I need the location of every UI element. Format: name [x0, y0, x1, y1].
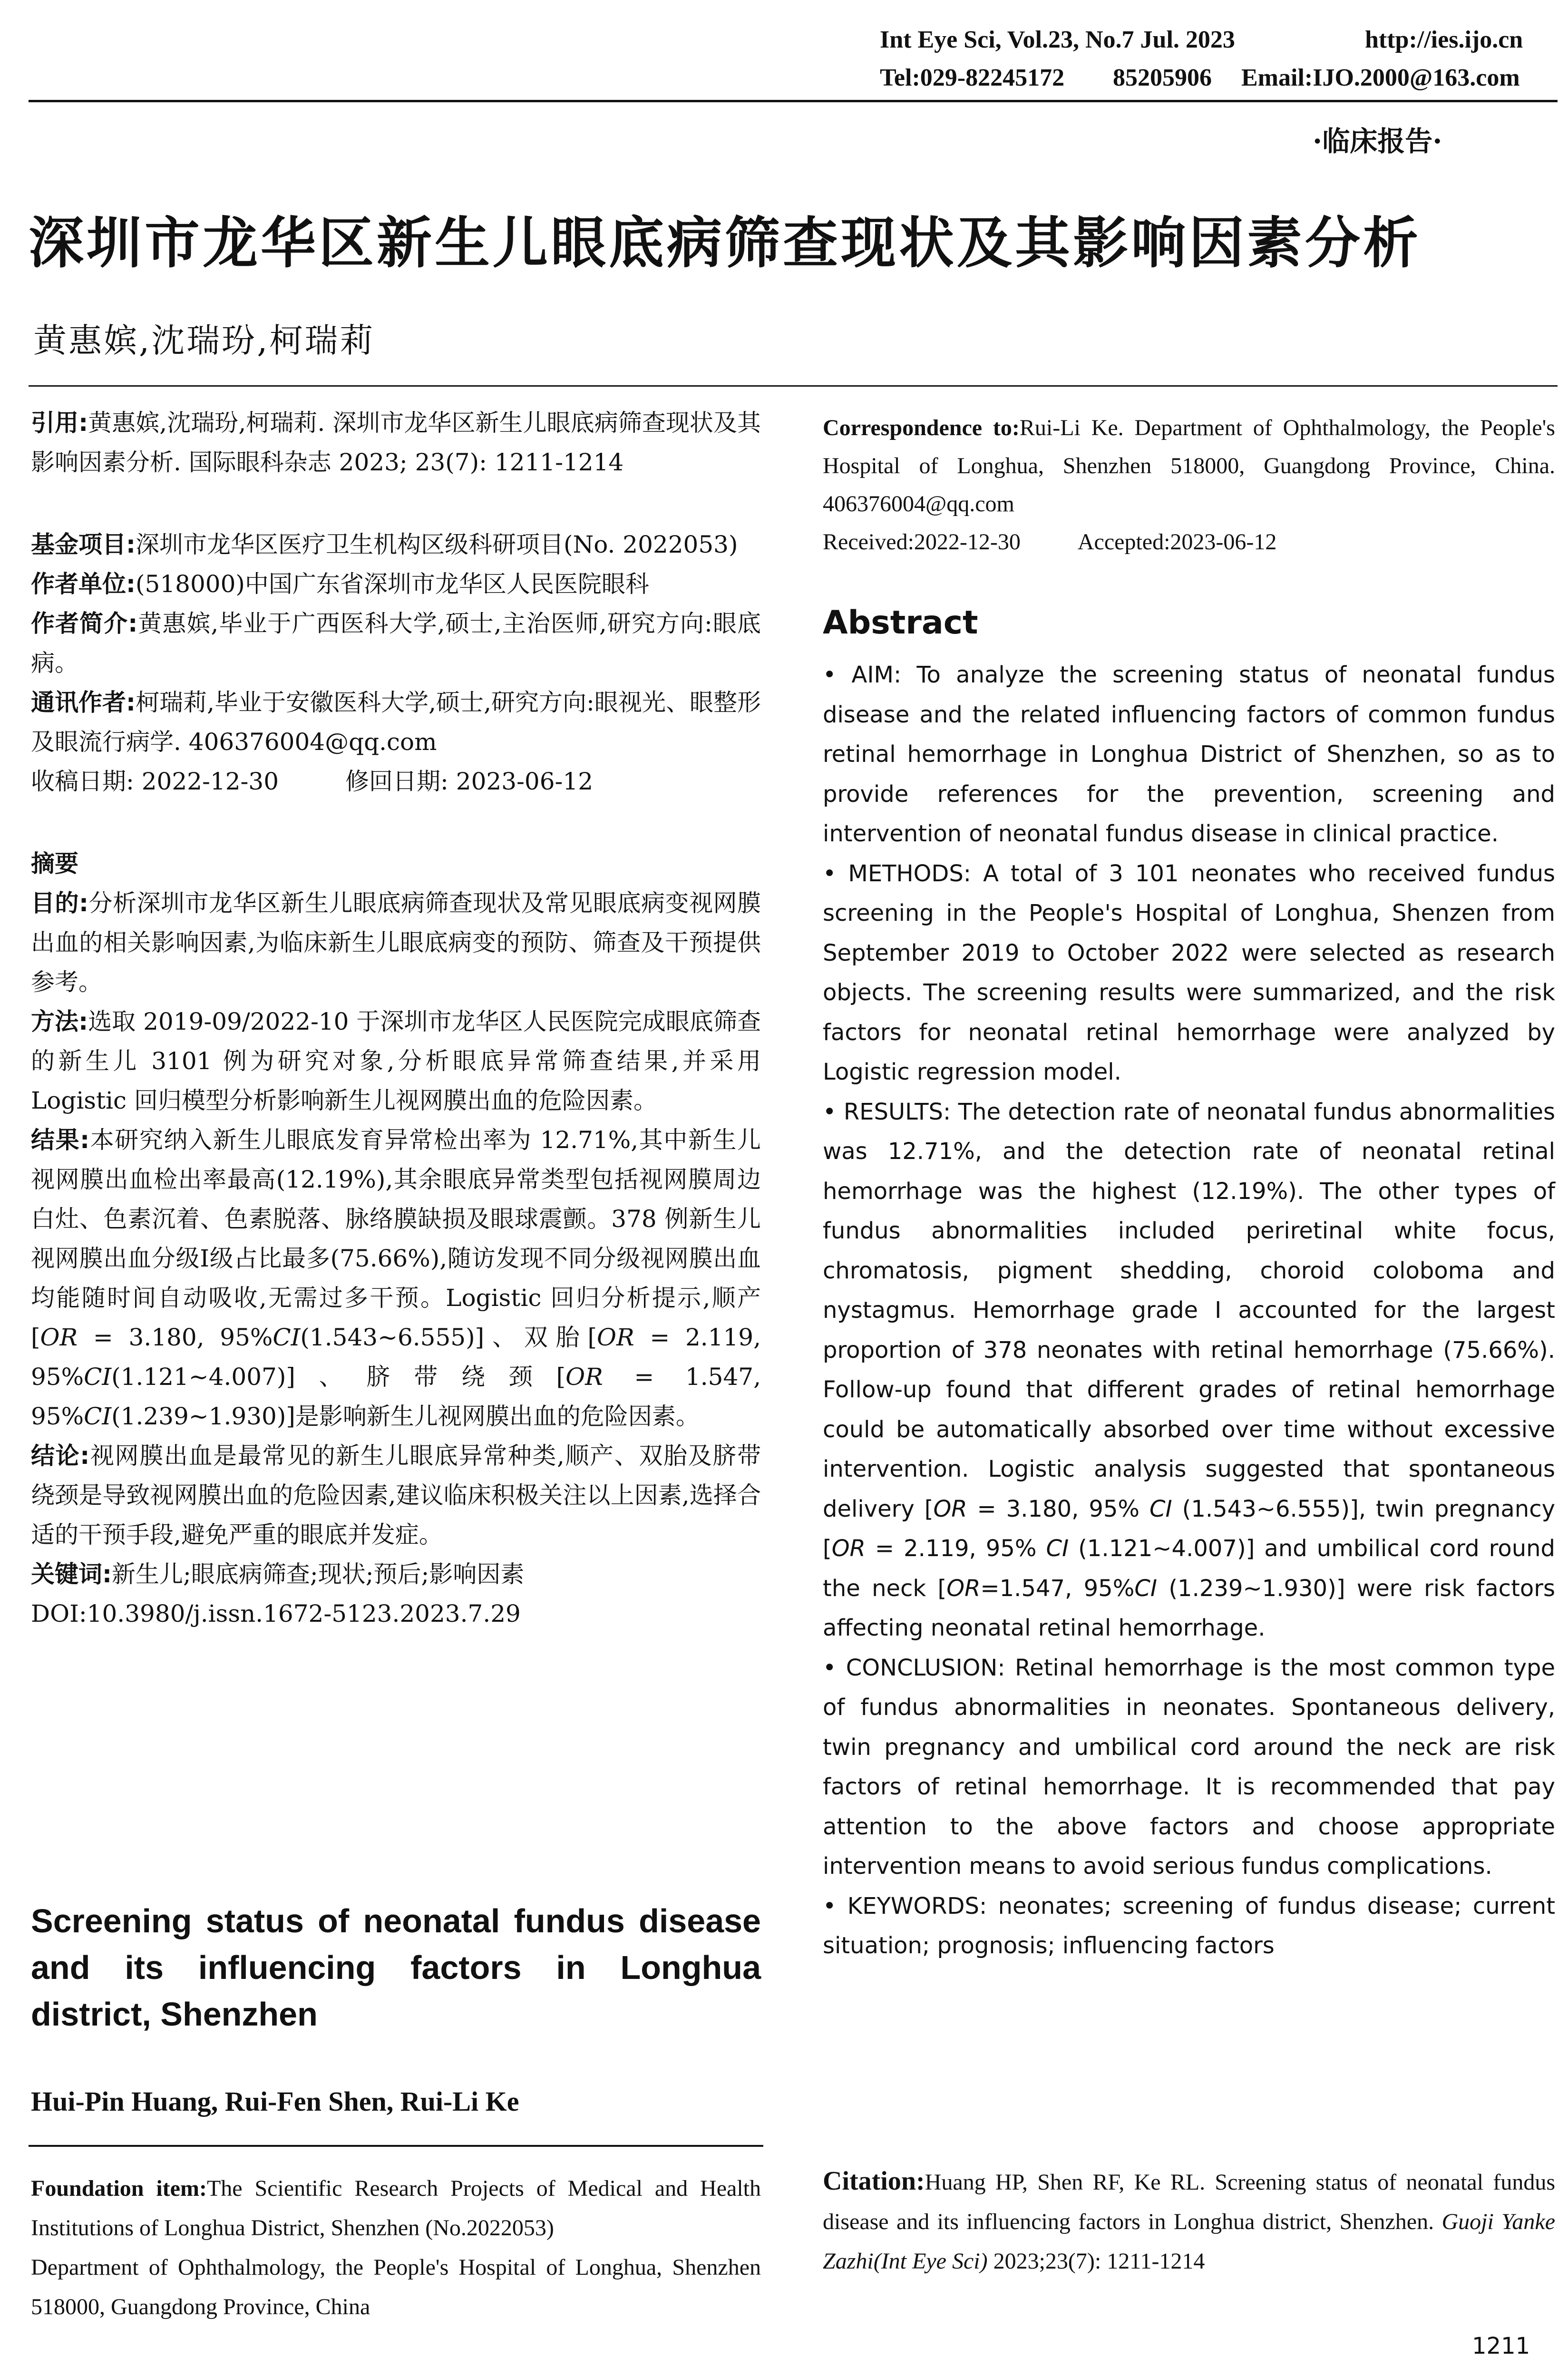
journal-line: Int Eye Sci, Vol.23, No.7 Jul. 2023: [880, 26, 1235, 53]
authors-en-rule: [29, 2145, 763, 2147]
conclusion-cn: 结论:视网膜出血是最常见的新生儿眼底异常种类,顺产、双胎及脐带绕颈是导致视网膜出血的危险因素,建议临床积极关注以上因素,选择合适的干预手段,避免严重的眼底并发症。: [31, 1442, 761, 1549]
paper-title-cn: 深圳市龙华区新生儿眼底病筛查现状及其影响因素分析: [29, 211, 1421, 275]
left-column: [31, 403, 761, 1634]
citation-en: Citation:Huang HP, Shen RF, Ke RL. Screening status of neonatal fundus disease and its influencing factors in Longhua district, Shenzhen. Guoji Yanke Zazhi(Int Eye Sci) 2023;23(7): 1211-1214: [823, 2166, 1556, 2274]
conclusion-en: • CONCLUSION: Retinal hemorrhage is the most common type of fundus abnormalities in neonates. Spontaneous delivery, twin pregnancy and umbilical cord around the neck are risk factors of retinal hemorrhage. It is recommended that pay attention to the above factors and choose appropriate intervention means to avoid serious fundus complications.: [823, 1654, 1555, 1880]
abstract-head-cn: 摘要: [31, 850, 78, 877]
foundation-en: Foundation item:The Scientific Research Projects of Medical and Health Institutions of Longhua District, Shenzhen (No.2022053) Department of Ophthalmology, the People's Hospital of Longhua, Shenzhen 518000, Guangdong Province, China: [31, 2176, 761, 2319]
journal-email[interactable]: Email:IJO.2000@163.com: [1241, 64, 1520, 91]
page-number: 1211: [1472, 2333, 1530, 2359]
paper-title-en: Screening status of neonatal fundus disease and its influencing factors in Longhua district, Shenzhen: [31, 1902, 761, 2033]
aim-cn: 目的:分析深圳市龙华区新生儿眼底病筛查现状及常见眼底病变视网膜出血的相关影响因素,为临床新生儿眼底病变的预防、筛查及干预提供参考。: [31, 889, 761, 996]
header-rule: [29, 100, 1558, 102]
title-rule: [29, 385, 1558, 387]
aim-en: • AIM: To analyze the screening status of neonatal fundus disease and the related influencing factors of common fundus retinal hemorrhage in Longhua District of Shenzhen, so as to provide references for the prevention, screening and intervention of neonatal fundus disease in clinical practice.: [823, 662, 1555, 847]
methods-cn: 方法:选取 2019-09/2022-10 于深圳市龙华区人民医院完成眼底筛查的新生儿 3101 例为研究对象,分析眼底异常筛查结果,并采用 Logistic 回归模型分析影响新生儿视网膜出血的危险因素。: [31, 1008, 761, 1114]
journal-tel2: 85205906: [1113, 64, 1212, 91]
corresponding-author: 通讯作者:柯瑞莉,毕业于安徽医科大学,硕士,研究方向:眼视光、眼整形及眼流行病学. 406376004@qq.com: [31, 689, 761, 756]
authors-en: Hui-Pin Huang, Rui-Fen Shen, Rui-Li Ke: [31, 2086, 519, 2117]
methods-en: • METHODS: A total of 3 101 neonates who received fundus screening in the People's Hospital of Longhua, Shenzen from September 2019 to October 2022 were selected as research objects. The screening results were summarized, and the risk factors for neonatal retinal hemorrhage were analyzed by Logistic regression model.: [823, 860, 1556, 1085]
keywords-en: • KEYWORDS: neonates; screening of fundus disease; current situation; prognosis; influencing factors: [823, 1892, 1556, 1959]
dates-cn: 收稿日期: 2022-12-30 修回日期: 2023-06-12: [31, 768, 594, 795]
journal-tel: Tel:029-82245172: [880, 64, 1065, 91]
doi[interactable]: DOI:10.3980/j.issn.1672-5123.2023.7.29: [31, 1600, 521, 1627]
results-cn: 结果:本研究纳入新生儿眼底发育异常检出率为 12.71%,其中新生儿视网膜出血检出率最高(12.19%),其余眼底异常类型包括视网膜周边白灶、色素沉着、色素脱落、脉络膜缺损及眼球震颤。378 例新生儿视网膜出血分级Ⅰ级占比最多(75.66%),随访发现不同分级视网膜出血均能随时间自动吸收,无需过多干预。Logistic 回归分析提示,顺产[OR = 3.180, 95%CI(1.543~6.555)]、双胎[OR = 2.119, 95%CI(1.121~4.007)]、脐带绕颈[OR = 1.547, 95%CI(1.239~1.930)]是影响新生儿视网膜出血的危险因素。: [31, 1126, 761, 1430]
citation-cn: 引用:黄惠嫔,沈瑞玢,柯瑞莉. 深圳市龙华区新生儿眼底病筛查现状及其影响因素分析. 国际眼科杂志 2023; 23(7): 1211-1214: [31, 409, 761, 476]
correspondence-block: Correspondence to:Rui-Li Ke. Department of Ophthalmology, the People's Hospital of Longhua, Shenzhen 518000, Guangdong Province, China. 406376004@qq.com Received:2022-12-30 Accepted:2023-06-12: [823, 415, 1555, 555]
authors-cn: 黄惠嫔,沈瑞玢,柯瑞莉: [33, 321, 375, 360]
keywords-cn: 关键词:新生儿;眼底病筛查;现状;预后;影响因素: [31, 1560, 525, 1588]
results-en: • RESULTS: The detection rate of neonatal fundus abnormalities was 12.71%, and the detection rate of neonatal retinal hemorrhage was the highest (12.19%). The other types of fundus abnormalities included periretinal white focus, chromatosis, pigment shedding, choroid coloboma and nystagmus. Hemorrhage grade I accounted for the largest proportion of 378 neonates with retinal hemorrhage (75.66%). Follow-up found that different grades of retinal hemorrhage could be automatically absorbed over time without excessive intervention. Logistic analysis suggested that spontaneous delivery [OR = 3.180, 95% CI (1.543~6.555)], twin pregnancy [OR = 2.119, 95% CI (1.121~4.007)] and umbilical cord round the neck [OR=1.547, 95%CI (1.239~1.930)] were risk factors affecting neonatal retinal hemorrhage.: [823, 1098, 1556, 1641]
author-bio: 作者简介:黄惠嫔,毕业于广西医科大学,硕士,主治医师,研究方向:眼底病。: [31, 610, 761, 677]
author-unit: 作者单位:(518000)中国广东省深圳市龙华区人民医院眼科: [31, 570, 649, 598]
section-label: ·临床报告·: [1313, 125, 1442, 157]
journal-url[interactable]: http://ies.ijo.cn: [1365, 26, 1523, 53]
abstract-head-en: Abstract: [823, 604, 978, 642]
abstract-en: [823, 655, 1555, 1966]
fund-item: 基金项目:深圳市龙华区医疗卫生机构区级科研项目(No. 2022053): [31, 531, 738, 558]
